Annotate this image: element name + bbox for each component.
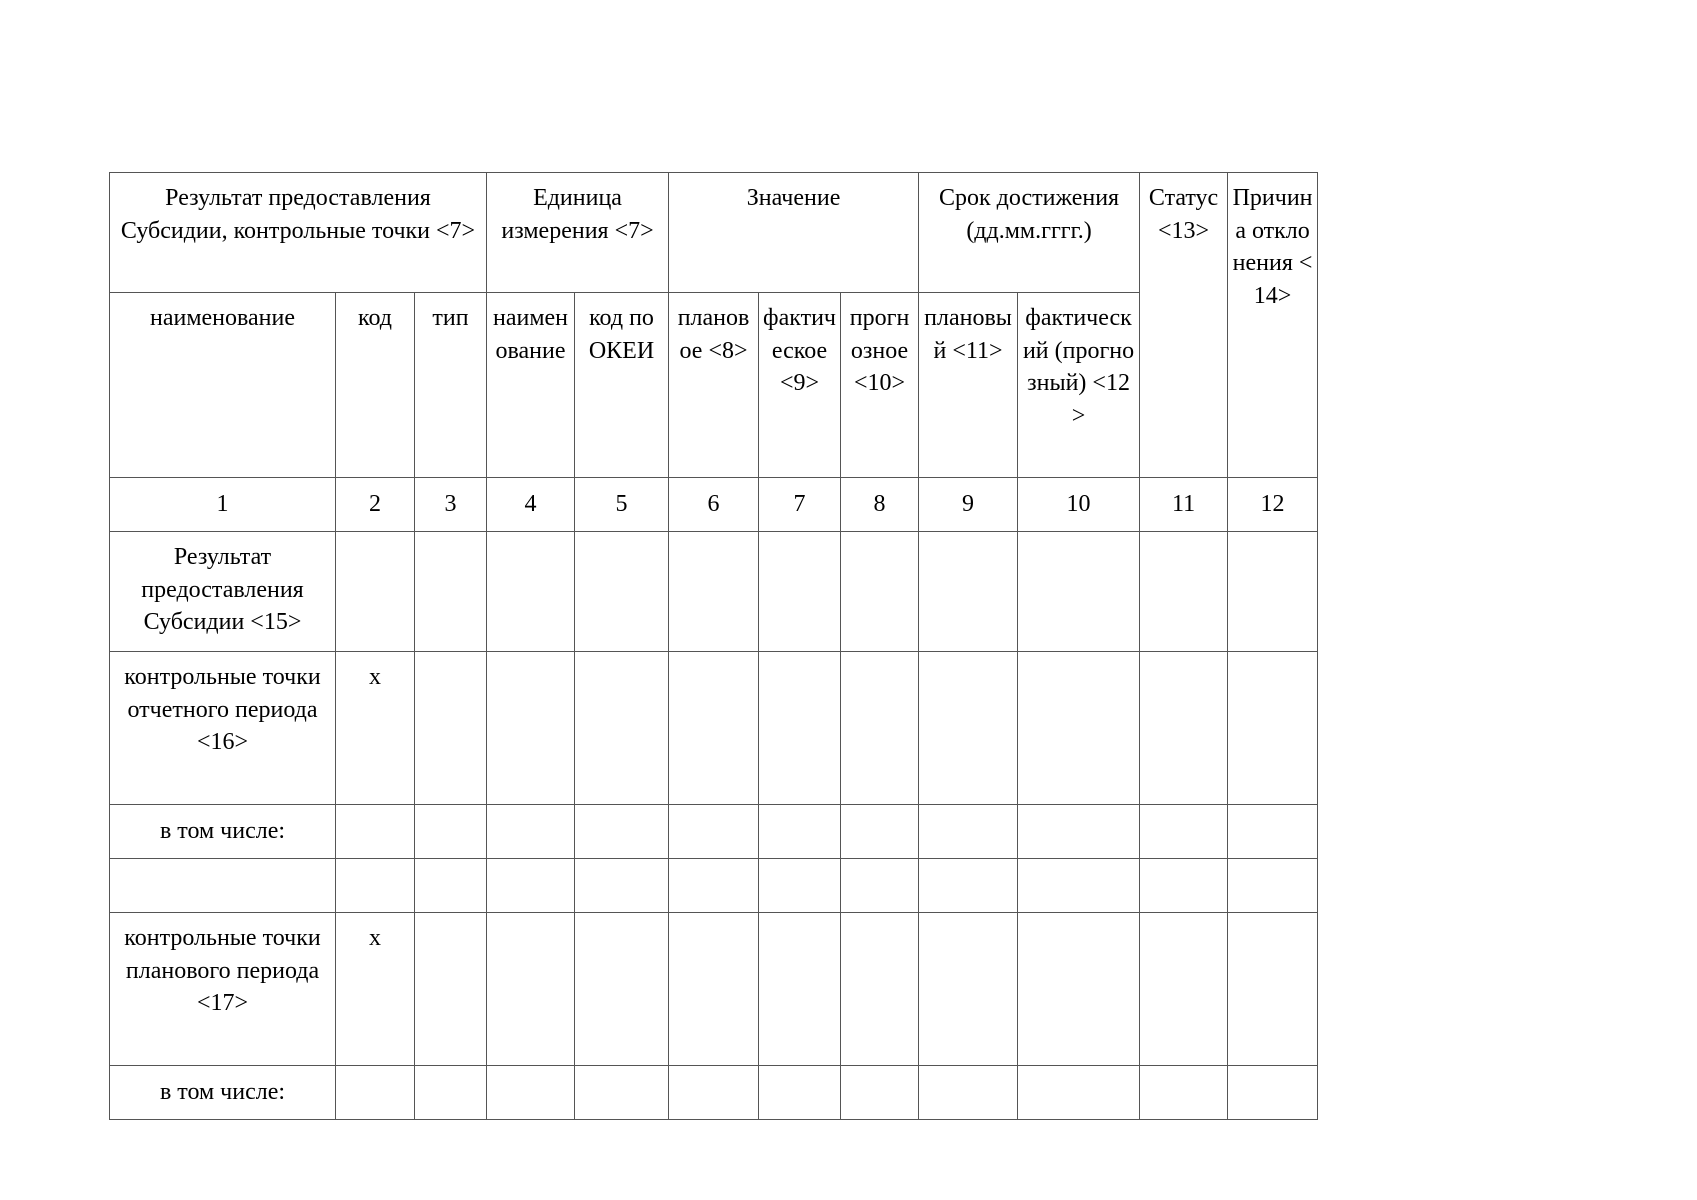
table-cell	[487, 805, 575, 859]
header-status	[1140, 173, 1228, 478]
table-cell	[919, 532, 1018, 652]
table-cell	[669, 805, 759, 859]
row-including-label: в том числе:	[110, 805, 336, 859]
row-result-label: Результат предоставления Субсидии <15>	[110, 532, 336, 652]
table-cell	[919, 805, 1018, 859]
header-col-term-actual-label: фактический (прогнозный) <12>	[1022, 305, 1135, 429]
table-cell	[575, 1066, 669, 1120]
header-col-actual-label: фактическое <9>	[763, 305, 836, 396]
table-cell	[1140, 913, 1228, 1066]
table-cell	[841, 805, 919, 859]
table-cell	[841, 1066, 919, 1120]
header-value-group-label: Значение	[746, 185, 841, 211]
table-cell	[759, 1066, 841, 1120]
column-numbers-row	[110, 478, 1318, 532]
column-number: 8	[841, 478, 919, 532]
table-cell	[841, 913, 919, 1066]
table-cell	[415, 532, 487, 652]
header-row-2	[110, 293, 1318, 478]
table-cell	[415, 913, 487, 1066]
header-term-group	[919, 173, 1140, 293]
table-cell	[669, 532, 759, 652]
column-number: 12	[1228, 478, 1318, 532]
header-col-actual	[759, 293, 841, 478]
header-unit-group	[487, 173, 669, 293]
table-cell	[415, 652, 487, 805]
header-unit-group-label: Единица измерения <7>	[501, 185, 654, 244]
header-col-okei-label: код по ОКЕИ	[588, 305, 655, 364]
header-col-term-planned-label: плановый <11>	[924, 305, 1012, 364]
table-cell	[1228, 532, 1318, 652]
table-cell	[1228, 1066, 1318, 1120]
table-cell	[1140, 532, 1228, 652]
table-row-including-2	[110, 1066, 1318, 1120]
table-cell	[759, 532, 841, 652]
table-cell	[110, 859, 336, 913]
header-col-term-actual	[1018, 293, 1140, 478]
header-col-term-planned	[919, 293, 1018, 478]
table-cell	[1140, 805, 1228, 859]
table-cell	[919, 913, 1018, 1066]
table-cell	[575, 805, 669, 859]
table-cell	[759, 805, 841, 859]
row-cp-planned-label: контрольные точки планового периода <17>	[110, 913, 336, 1066]
column-number: 2	[336, 478, 415, 532]
header-reason-label: Причина отклонения <14>	[1232, 185, 1313, 309]
header-col-unit-name	[487, 293, 575, 478]
table-cell	[487, 532, 575, 652]
table-cell	[759, 652, 841, 805]
table-cell	[487, 859, 575, 913]
table-cell	[1018, 805, 1140, 859]
header-col-type-label: тип	[432, 305, 469, 331]
table-cell	[336, 805, 415, 859]
table-cell	[841, 532, 919, 652]
table-cell	[1140, 859, 1228, 913]
header-col-forecast-label: прогнозное <10>	[849, 305, 910, 396]
table-cell	[1140, 1066, 1228, 1120]
table-cell	[575, 652, 669, 805]
table-cell	[669, 1066, 759, 1120]
header-term-group-label: Срок достижения (дд.мм.гггг.)	[938, 185, 1120, 244]
table-cell	[1018, 913, 1140, 1066]
header-col-type	[415, 293, 487, 478]
table-cell	[1018, 532, 1140, 652]
header-col-unit-name-label: наименование	[493, 305, 569, 364]
header-reason	[1228, 173, 1318, 478]
row-cp-reporting-label: контрольные точки отчетного периода <16>	[110, 652, 336, 805]
header-status-label: Статус <13>	[1148, 185, 1219, 244]
table-cell	[1228, 859, 1318, 913]
table-cell	[919, 652, 1018, 805]
table-cell	[415, 1066, 487, 1120]
table-cell	[575, 859, 669, 913]
table-cell	[575, 532, 669, 652]
table-cell	[336, 1066, 415, 1120]
header-col-planned-label: плановое <8>	[677, 305, 750, 364]
column-number: 5	[575, 478, 669, 532]
table-cell	[1140, 652, 1228, 805]
table-cell	[1228, 805, 1318, 859]
column-number: 10	[1018, 478, 1140, 532]
table-cell	[841, 859, 919, 913]
column-number: 9	[919, 478, 1018, 532]
header-col-name-label: наименование	[149, 305, 296, 331]
table-cell	[1018, 652, 1140, 805]
column-number: 1	[110, 478, 336, 532]
table-cell	[575, 913, 669, 1066]
table-cell	[487, 913, 575, 1066]
header-col-planned	[669, 293, 759, 478]
table-cell	[415, 859, 487, 913]
column-number: 6	[669, 478, 759, 532]
header-result-group	[110, 173, 487, 293]
table-cell	[487, 652, 575, 805]
table-row-empty	[110, 859, 1318, 913]
table-cell	[759, 859, 841, 913]
table-cell	[336, 859, 415, 913]
table-cell	[919, 1066, 1018, 1120]
row-cp-planned-code: x	[336, 913, 415, 1066]
table-cell	[919, 859, 1018, 913]
row-cp-reporting-code: x	[336, 652, 415, 805]
table-cell	[759, 913, 841, 1066]
subsidy-result-table	[109, 172, 1318, 1120]
column-number: 7	[759, 478, 841, 532]
table-cell	[487, 1066, 575, 1120]
table-cell	[1018, 1066, 1140, 1120]
column-number: 4	[487, 478, 575, 532]
table-cell	[415, 805, 487, 859]
header-col-name	[110, 293, 336, 478]
table-cell	[1228, 913, 1318, 1066]
table-row-cp-planned	[110, 913, 1318, 1066]
header-result-group-label: Результат предоставления Субсидии, контрольные точки <7>	[120, 185, 476, 244]
table-cell	[336, 532, 415, 652]
table-row-cp-reporting	[110, 652, 1318, 805]
header-value-group	[669, 173, 919, 293]
table-row-result	[110, 532, 1318, 652]
table-row-including-1	[110, 805, 1318, 859]
header-col-code	[336, 293, 415, 478]
row-including-label: в том числе:	[110, 1066, 336, 1120]
table-cell	[669, 652, 759, 805]
column-number: 3	[415, 478, 487, 532]
table-cell	[841, 652, 919, 805]
column-number: 11	[1140, 478, 1228, 532]
table-cell	[1018, 859, 1140, 913]
table-cell	[669, 859, 759, 913]
header-col-forecast	[841, 293, 919, 478]
table-cell	[1228, 652, 1318, 805]
header-row-1	[110, 173, 1318, 293]
table-cell	[669, 913, 759, 1066]
header-col-code-label: код	[358, 305, 392, 331]
header-col-okei	[575, 293, 669, 478]
